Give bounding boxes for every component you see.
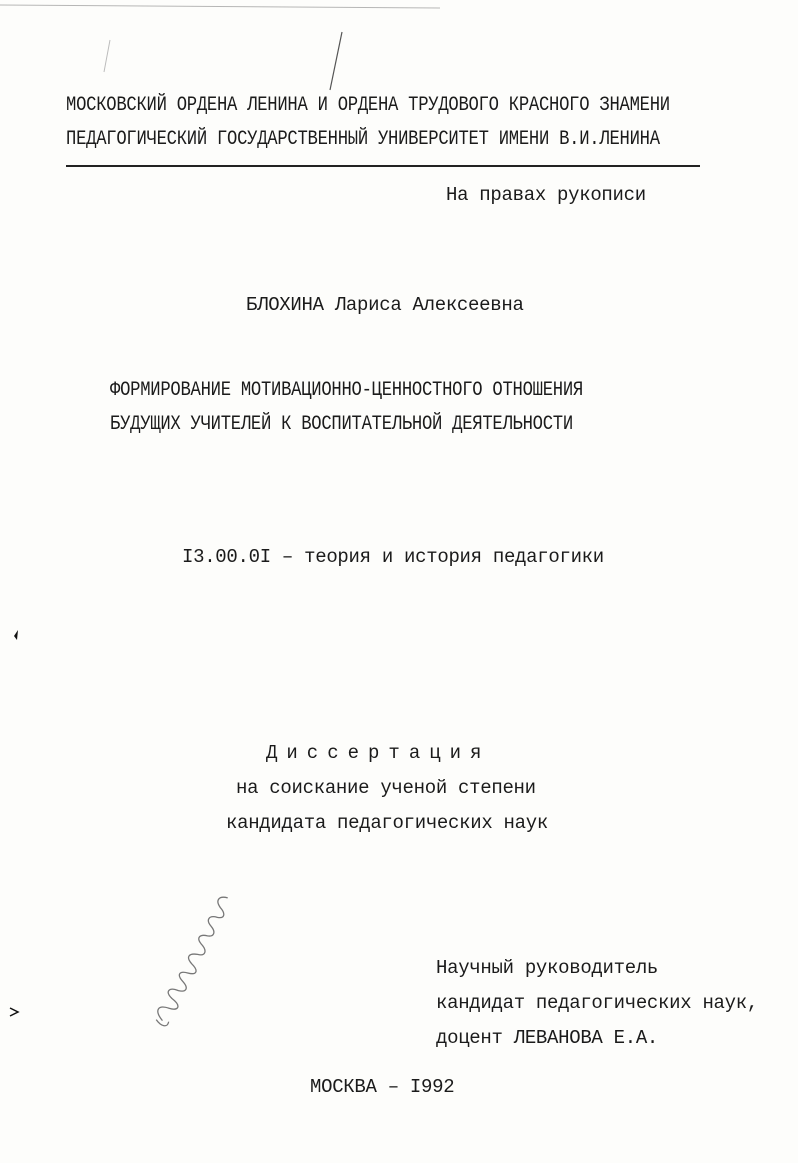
author-name: БЛОХИНА Лариса Алексеевна <box>246 294 524 316</box>
advisor-degree: кандидат педагогических наук, <box>436 992 758 1014</box>
degree-line: на соискание ученой степени <box>236 777 536 799</box>
advisor-name: доцент ЛЕВАНОВА Е.А. <box>436 1027 659 1049</box>
manuscript-note: На правах рукописи <box>446 184 646 206</box>
advisor-label: Научный руководитель <box>436 957 659 979</box>
city-year: МОСКВА – I992 <box>310 1076 455 1098</box>
document-type-heading: Диссертация <box>266 742 491 764</box>
dissertation-title-line1: ФОРМИРОВАНИЕ МОТИВАЦИОННО-ЦЕННОСТНОГО ОТНОШЕНИЯ <box>110 379 583 402</box>
university-name-line1: МОСКОВСКИЙ ОРДЕНА ЛЕНИНА И ОРДЕНА ТРУДОВОГО КРАСНОГО ЗНАМЕНИ <box>66 94 670 117</box>
specialty-code: I3.00.0I – теория и история педагогики <box>182 546 604 568</box>
university-name-line2: ПЕДАГОГИЧЕСКИЙ ГОСУДАРСТВЕННЫЙ УНИВЕРСИТЕТ ИМЕНИ В.И.ЛЕНИНА <box>66 128 660 151</box>
dissertation-title-line2: БУДУЩИХ УЧИТЕЛЕЙ К ВОСПИТАТЕЛЬНОЙ ДЕЯТЕЛЬНОСТИ <box>110 413 573 436</box>
degree-field-line: кандидата педагогических наук <box>226 812 548 834</box>
